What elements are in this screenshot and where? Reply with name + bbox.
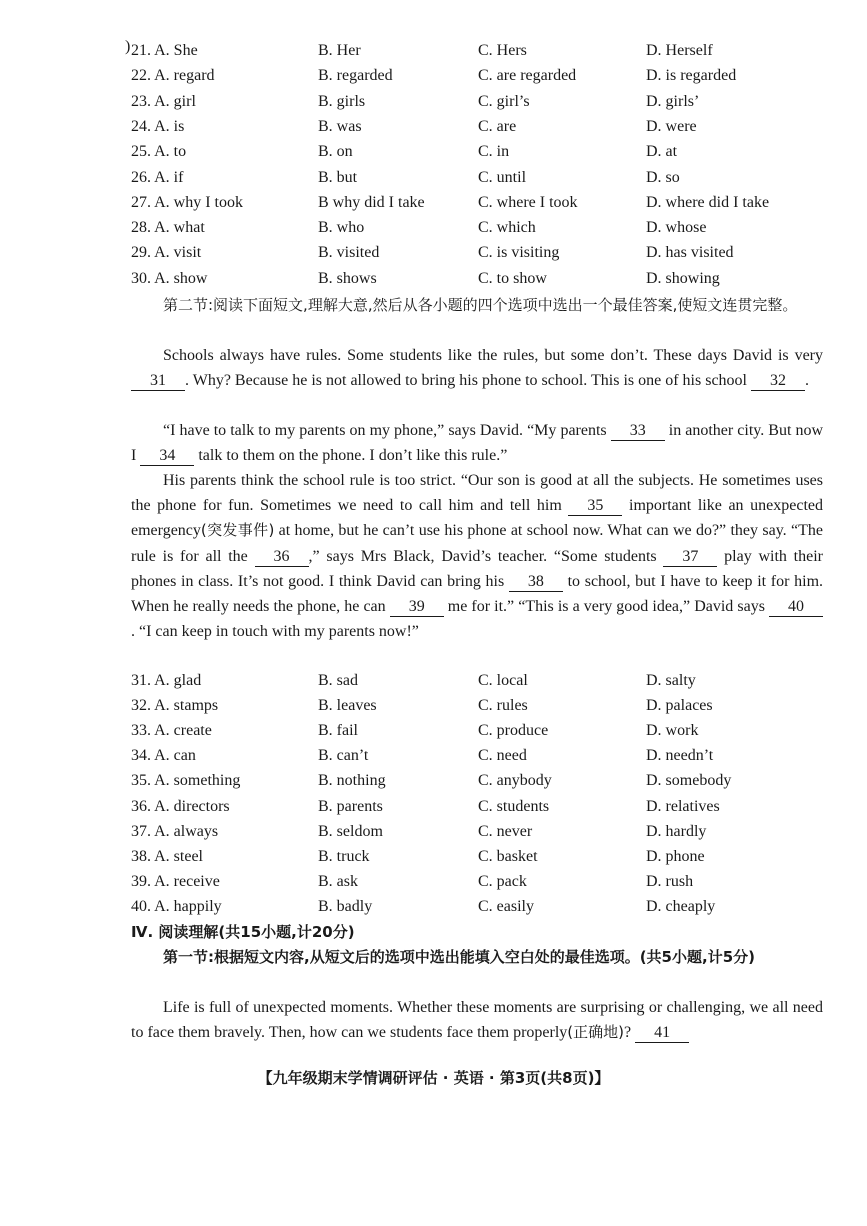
option-d: D. girls’	[646, 92, 700, 110]
option-a: 26. A. if	[131, 168, 184, 186]
option-a: 28. A. what	[131, 219, 205, 237]
option-d: D. whose	[646, 219, 707, 237]
option-d: D. relatives	[646, 797, 720, 815]
option-b: B. on	[318, 143, 353, 161]
option-row	[0, 819, 867, 844]
passage-paragraph-2: “I have to talk to my parents on my phone,” says David. “My parents 33 in another city. But now I 34 talk to them on the phone. I don’t like this rule.”	[131, 422, 824, 465]
option-c: C. are regarded	[478, 67, 577, 85]
option-row	[0, 693, 867, 718]
option-b: B. leaves	[318, 697, 377, 715]
option-row	[0, 668, 867, 693]
option-row	[0, 38, 867, 63]
option-b: B. parents	[318, 797, 383, 815]
option-row	[0, 114, 867, 139]
passage-paragraph-3: His parents think the school rule is too strict. “Our son is good at all the subjects. He sometimes uses the phone for fun. Sometimes we need to call him and tell him 35 important like an unexpected emergency(突发事件) at home, but he can’t use his phone at school now. What can we do?” they say. “The rule is for all the 36 ,” says Mrs Black, David’s teacher. “Some students 37 play with their phones in class. It’s not good. I think David can bring his 38 to school, but I have to keep it for him. When he really needs the phone, he can 39 me for it.” “This is a very good idea,” David says 40. “I can keep in touch with my parents now!”	[131, 472, 824, 641]
blank-40: 40	[769, 598, 823, 617]
option-b: B. but	[318, 168, 358, 186]
option-c: C. girl’s	[478, 92, 530, 110]
option-d: D. Herself	[646, 42, 713, 59]
option-b: B. badly	[318, 897, 373, 915]
option-c: C. which	[478, 219, 536, 237]
option-d: D. where did I take	[646, 193, 770, 211]
option-a: 32. A. stamps	[131, 697, 219, 715]
option-b: B. Her	[318, 42, 361, 59]
page-footer: 【九年级期末学情调研评估 · 英语 · 第3页(共8页)】	[257, 1069, 610, 1087]
option-b: B. regarded	[318, 67, 393, 85]
section1-instruction: 第一节:根据短文内容,从短文后的选项中选出能填入空白处的最佳选项。(共5小题,计5分)	[163, 948, 755, 966]
option-b: B. shows	[318, 269, 377, 287]
option-d: D. salty	[646, 672, 696, 689]
option-d: D. so	[646, 168, 680, 186]
option-a: 21. A. She	[131, 42, 198, 59]
option-d: D. palaces	[646, 697, 713, 715]
option-d: D. at	[646, 143, 678, 161]
option-a: 29. A. visit	[131, 244, 202, 262]
option-a: 35. A. something	[131, 772, 241, 790]
section2-instruction: 第二节:阅读下面短文,理解大意,然后从各小题的四个选项中选出一个最佳答案,使短文连贯完整。	[163, 296, 798, 314]
option-b: B. sad	[318, 672, 358, 689]
option-a: 33. A. create	[131, 722, 212, 740]
option-c: C. pack	[478, 872, 527, 890]
option-b: B. visited	[318, 244, 380, 262]
option-b: B. seldom	[318, 822, 383, 840]
option-b: B why did I take	[318, 193, 425, 211]
option-row	[0, 63, 867, 88]
option-c: C. rules	[478, 697, 528, 715]
option-c: C. until	[478, 168, 527, 186]
option-c: C. in	[478, 143, 510, 161]
blank-36: 36	[255, 548, 309, 567]
option-a: 24. A. is	[131, 117, 185, 135]
option-a: 25. A. to	[131, 143, 187, 161]
option-a: 39. A. receive	[131, 872, 220, 890]
option-c: C. easily	[478, 897, 534, 915]
option-row	[0, 869, 867, 894]
option-row	[0, 240, 867, 265]
option-a: 37. A. always	[131, 822, 219, 840]
blank-32: 32	[751, 372, 805, 391]
option-c: C. never	[478, 822, 533, 840]
option-d: D. work	[646, 722, 699, 740]
option-b: B. was	[318, 117, 362, 135]
option-row	[0, 844, 867, 869]
option-c: C. where I took	[478, 193, 578, 211]
option-c: C. Hers	[478, 42, 527, 59]
blank-38: 38	[509, 573, 563, 592]
option-a: 22. A. regard	[131, 67, 215, 85]
option-row	[0, 139, 867, 164]
option-c: C. is visiting	[478, 244, 560, 262]
blank-34: 34	[140, 447, 194, 466]
blank-39: 39	[390, 598, 444, 617]
option-d: D. somebody	[646, 772, 732, 790]
option-a: 34. A. can	[131, 747, 196, 765]
option-d: D. rush	[646, 872, 694, 890]
option-row	[0, 215, 867, 240]
option-b: B. who	[318, 219, 365, 237]
blank-33: 33	[611, 422, 665, 441]
option-b: B. girls	[318, 92, 366, 110]
option-d: D. showing	[646, 269, 720, 287]
option-b: B. nothing	[318, 772, 386, 790]
blank-37: 37	[663, 548, 717, 567]
option-b: B. ask	[318, 872, 358, 890]
option-c: C. students	[478, 797, 550, 815]
blank-31: 31	[131, 372, 185, 391]
option-row	[0, 190, 867, 215]
blank-35: 35	[568, 497, 622, 516]
option-c: C. are	[478, 117, 517, 135]
option-a: 40. A. happily	[131, 897, 222, 915]
option-a: 36. A. directors	[131, 797, 230, 815]
passage2-paragraph: Life is full of unexpected moments. Whether these moments are surprising or challenging, we all need to face them bravely. Then, how can we students face them properly(正确地)? 41	[131, 999, 823, 1042]
option-d: D. were	[646, 117, 697, 135]
option-row	[0, 794, 867, 819]
option-d: D. needn’t	[646, 747, 714, 765]
option-d: D. phone	[646, 847, 705, 865]
option-b: B. can’t	[318, 747, 369, 765]
option-c: C. need	[478, 747, 527, 765]
option-a: 30. A. show	[131, 269, 208, 287]
option-c: C. basket	[478, 847, 538, 865]
option-d: D. hardly	[646, 822, 707, 840]
option-c: C. to show	[478, 269, 547, 287]
option-row	[0, 165, 867, 190]
option-d: D. has visited	[646, 244, 734, 262]
option-row	[0, 89, 867, 114]
option-a: 27. A. why I took	[131, 193, 243, 211]
scan-mark: )	[125, 38, 131, 55]
option-d: D. cheaply	[646, 897, 716, 915]
option-c: C. anybody	[478, 772, 552, 790]
option-c: C. local	[478, 672, 528, 689]
option-row	[0, 894, 867, 919]
blank-41: 41	[635, 1024, 689, 1043]
option-row	[0, 266, 867, 291]
option-row	[0, 768, 867, 793]
option-a: 38. A. steel	[131, 847, 203, 865]
option-a: 23. A. girl	[131, 92, 196, 110]
option-b: B. truck	[318, 847, 370, 865]
part4-heading: Ⅳ. 阅读理解(共15小题,计20分)	[131, 923, 355, 941]
option-a: 31. A. glad	[131, 672, 202, 689]
option-row	[0, 743, 867, 768]
passage-paragraph-1: Schools always have rules. Some students like the rules, but some don’t. These days David is very 31 . Why? Because he is not allowed to bring his phone to school. This is one of his school 32 .	[131, 343, 823, 393]
option-row	[0, 718, 867, 743]
option-d: D. is regarded	[646, 67, 737, 85]
option-b: B. fail	[318, 722, 358, 740]
option-c: C. produce	[478, 722, 549, 740]
